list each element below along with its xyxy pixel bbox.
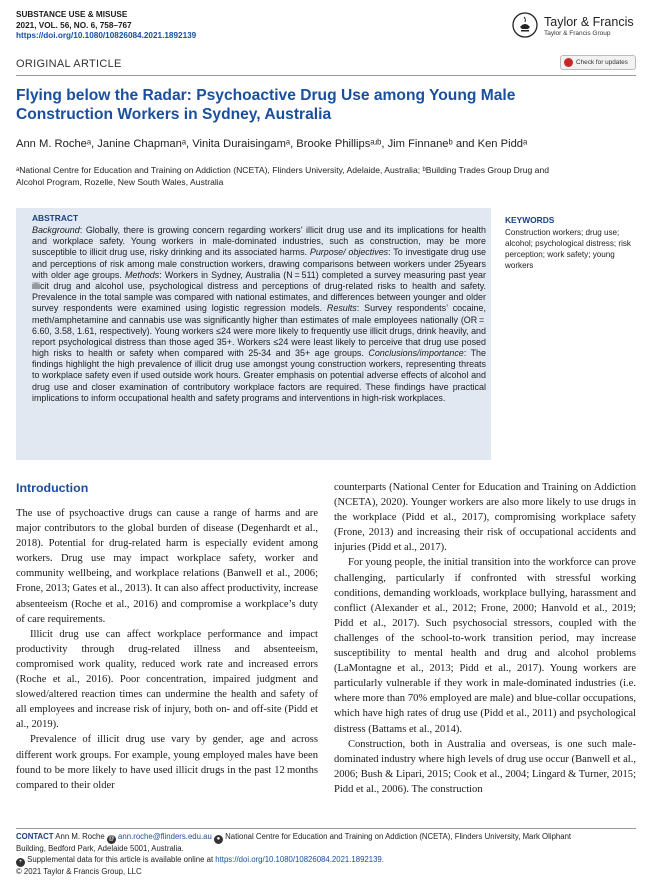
publisher-logo <box>512 12 642 44</box>
contact-line <box>16 832 636 844</box>
contact-name: Ann M. Roche <box>55 832 105 841</box>
contact-address-line-1: National Centre for Education and Training on Addiction (NCETA), Flinders University, Mark Oliphant <box>225 832 572 841</box>
abstract-methods-label: Methods <box>124 269 160 280</box>
author-list: Ann M. Rocheᵃ, Janine Chapmanᵃ, Vinita Duraisingamᵃ, Brooke Phillipsᵃʴᵇ, Jim Finnaneᵇ and Ken Piddᵃ <box>16 138 528 150</box>
check-updates-button[interactable] <box>560 55 636 70</box>
email-icon: @ <box>108 836 115 842</box>
contact-label: CONTACT <box>16 832 54 841</box>
abstract-text <box>32 225 486 404</box>
contact-email-link[interactable]: ann.roche@flinders.edu.au <box>118 832 212 841</box>
journal-doi-link[interactable]: https://doi.org/10.1080/10826084.2021.1892139 <box>16 31 197 41</box>
abstract-heading: ABSTRACT <box>32 213 79 223</box>
contact-address-line-2: Building, Bedford Park, Adelaide 5001, Australia. <box>16 844 184 853</box>
introduction-heading: Introduction <box>16 481 89 495</box>
location-icon: ● <box>214 835 223 844</box>
footer <box>16 832 636 877</box>
body-column-left <box>16 506 318 793</box>
abstract-background: : Globally, there is growing concern regarding workers’ illicit drug use and its implications for health and workplace safety. Young workers in male-dominated industries, such as construction, may be more susceptible to illicit drug use, risky drinking and its associated harms. <box>32 225 486 258</box>
journal-name: SUBSTANCE USE & MISUSE <box>16 10 128 19</box>
keywords-list: Construction workers; drug use; alcohol; psychological distress; risk perception; work safety; young workers <box>505 228 631 271</box>
paper-title <box>16 87 616 124</box>
copyright: © 2021 Taylor & Francis Group, LLC <box>16 866 142 876</box>
publisher-name: Taylor & Francis <box>544 15 634 29</box>
header-divider <box>16 75 636 76</box>
footer-divider <box>16 828 636 829</box>
keywords-heading: KEYWORDS <box>505 215 555 225</box>
affiliations-line-1: ᵃNational Centre for Education and Training on Addiction (NCETA), Flinders University, Adelaide, Australia; ᵇBuilding Trades Group Drug and <box>16 165 549 175</box>
abstract-results-label: Results <box>326 303 357 314</box>
intro-paragraph-2: Illicit drug use can affect workplace performance and impact productivity through drug-related illness and absenteeism, compromised work quality, reduced work rate and increased errors (Roche et al., 2016). Poor concentration, impaired judgment and slowed/altered reaction times can undermine the health and safety of all employees and increase risk of injury, both on- and off-site (Pidd et al., 2019). <box>16 628 318 731</box>
lamp-icon <box>512 12 538 38</box>
journal-volume: 2021, VOL. 56, NO. 6, 758–767 <box>16 20 132 30</box>
journal-info <box>16 10 196 42</box>
article-type: ORIGINAL ARTICLE <box>16 58 122 70</box>
paper-title-line-2: Construction Workers in Sydney, Australia <box>16 105 332 123</box>
abstract-results: : Survey respondents’ cocaine, meth/amphetamine and cannabis use was significantly higher than estimates of male employees nationally (OR = 6.60, 3.58, 1.61, respectively). Young workers ≤24 were more likely to frequently use illicit drugs, drink heavily, and report psychological distress than those aged 35+. Workers ≤24 were least likely to perceive that drug use posed high risks to health or safety when compared with 25-34 and 35+ age groups. <box>32 303 486 359</box>
affiliations-line-2: Alcohol Program, Rozelle, New South Wales, Australia <box>16 177 224 187</box>
supplemental-link[interactable]: https://doi.org/10.1080/10826084.2021.1892139. <box>215 854 384 864</box>
check-updates-label: Check for updates <box>576 59 628 66</box>
abstract-methods: : Workers in Sydney, Australia (N = 511) completed a survey measuring past year illicit drug and alcohol use, psychological distress and perceptions of drug-related risks to health and safety. Prevalence in the total sample was compared with national estimates, and differences between younger and older survey respondents were examined using logistic regression models. <box>32 269 486 314</box>
intro-paragraph-4: For young people, the initial transition into the workforce can prove challenging, particularly if confronted with stressful working conditions, demanding workloads, workplace bullying, harassment and conflict (Alexander et al., 2012; Frone, 2000; Hanvold et al., 2019; Pidd et al., 2017). Such psychosocial stressors, coupled with the challenges of the school-to-work transition period, may increase susceptibility to mental health and drug and alcohol problems (LaMontagne et al., 2013; Pidd et al., 2017). Young workers are particularly vulnerable if they work in male-dominated industries (i.e. where more than 70% employed are male) and blue-collar occupations, which have high rates of drug use (Pidd et al., 2011) and psychological distress (Battams et al., 2014). <box>334 557 636 735</box>
refresh-icon <box>564 58 573 67</box>
intro-paragraph-1: The use of psychoactive drugs can cause a range of harms and are major contributors to the global burden of disease (Degenhardt et al., 2018). Potential for drug-related harm is especially evident among workers. Drug use may impact workplace safety, worker and community wellbeing, and workplace relations (Banwell et al., 2006; Frone, 2013; Gates et al., 2013). It can also affect productivity, increase absenteeism (Roche et al., 2016) and compromise a workplace’s duty of care requirements. <box>16 508 318 625</box>
paper-title-line-1: Flying below the Radar: Psychoactive Drug Use among Young Male <box>16 87 516 104</box>
affiliations <box>16 164 636 188</box>
supplemental-text: Supplemental data for this article is available online at <box>27 854 214 864</box>
abstract-background-label: Background <box>32 225 80 235</box>
supplemental-line <box>16 855 636 867</box>
abstract-conclusions-label: Conclusions/importance <box>368 348 464 359</box>
abstract-conclusions: : The findings highlight the high prevalence of illicit drug use amongst young construction workers, representing threats to workplace safety even if used outside work hours. Greater emphasis on potential adverse effects of alcohol and drug use and closer examination of contributory workplace factors are required. These findings have practical implications to inform occupational health and safety programs and interventions in high-risk workplaces. <box>32 348 486 403</box>
supplemental-icon: + <box>16 858 25 867</box>
intro-paragraph-5: Construction, both in Australia and overseas, is one such male-dominated industry where high levels of drug use occur (Banwell et al., 2006; Bush & Lipari, 2015; Cook et al., 2004; Lingard & Turner, 2015; Pidd et al., 2006). The construction <box>334 738 636 795</box>
body-column-right <box>334 480 636 797</box>
publisher-group: Taylor & Francis Group <box>544 30 611 37</box>
abstract-objectives: : To investigate drug use and perceptions of risk among male construction workers, drawing comparisons between workers under 25years with older age groups. <box>32 247 487 280</box>
abstract-objectives-label: Purpose/ objectives <box>309 247 389 258</box>
intro-paragraph-3: Prevalence of illicit drug use vary by gender, age and across different work groups. For example, young employed males have been found to be more likely to have used illicit drugs in the past 12 months compared to their older <box>16 734 318 791</box>
intro-paragraph-3-continued: counterparts (National Center for Education and Training on Addiction (NCETA), 2020). Younger workers are also more likely to use drugs in the workplace (Pidd et al., 2017), compromising workplace safety (Frone, 2013) and increasing their risk of occupational accidents and injuries (Pidd et al., 2017). <box>334 482 636 554</box>
